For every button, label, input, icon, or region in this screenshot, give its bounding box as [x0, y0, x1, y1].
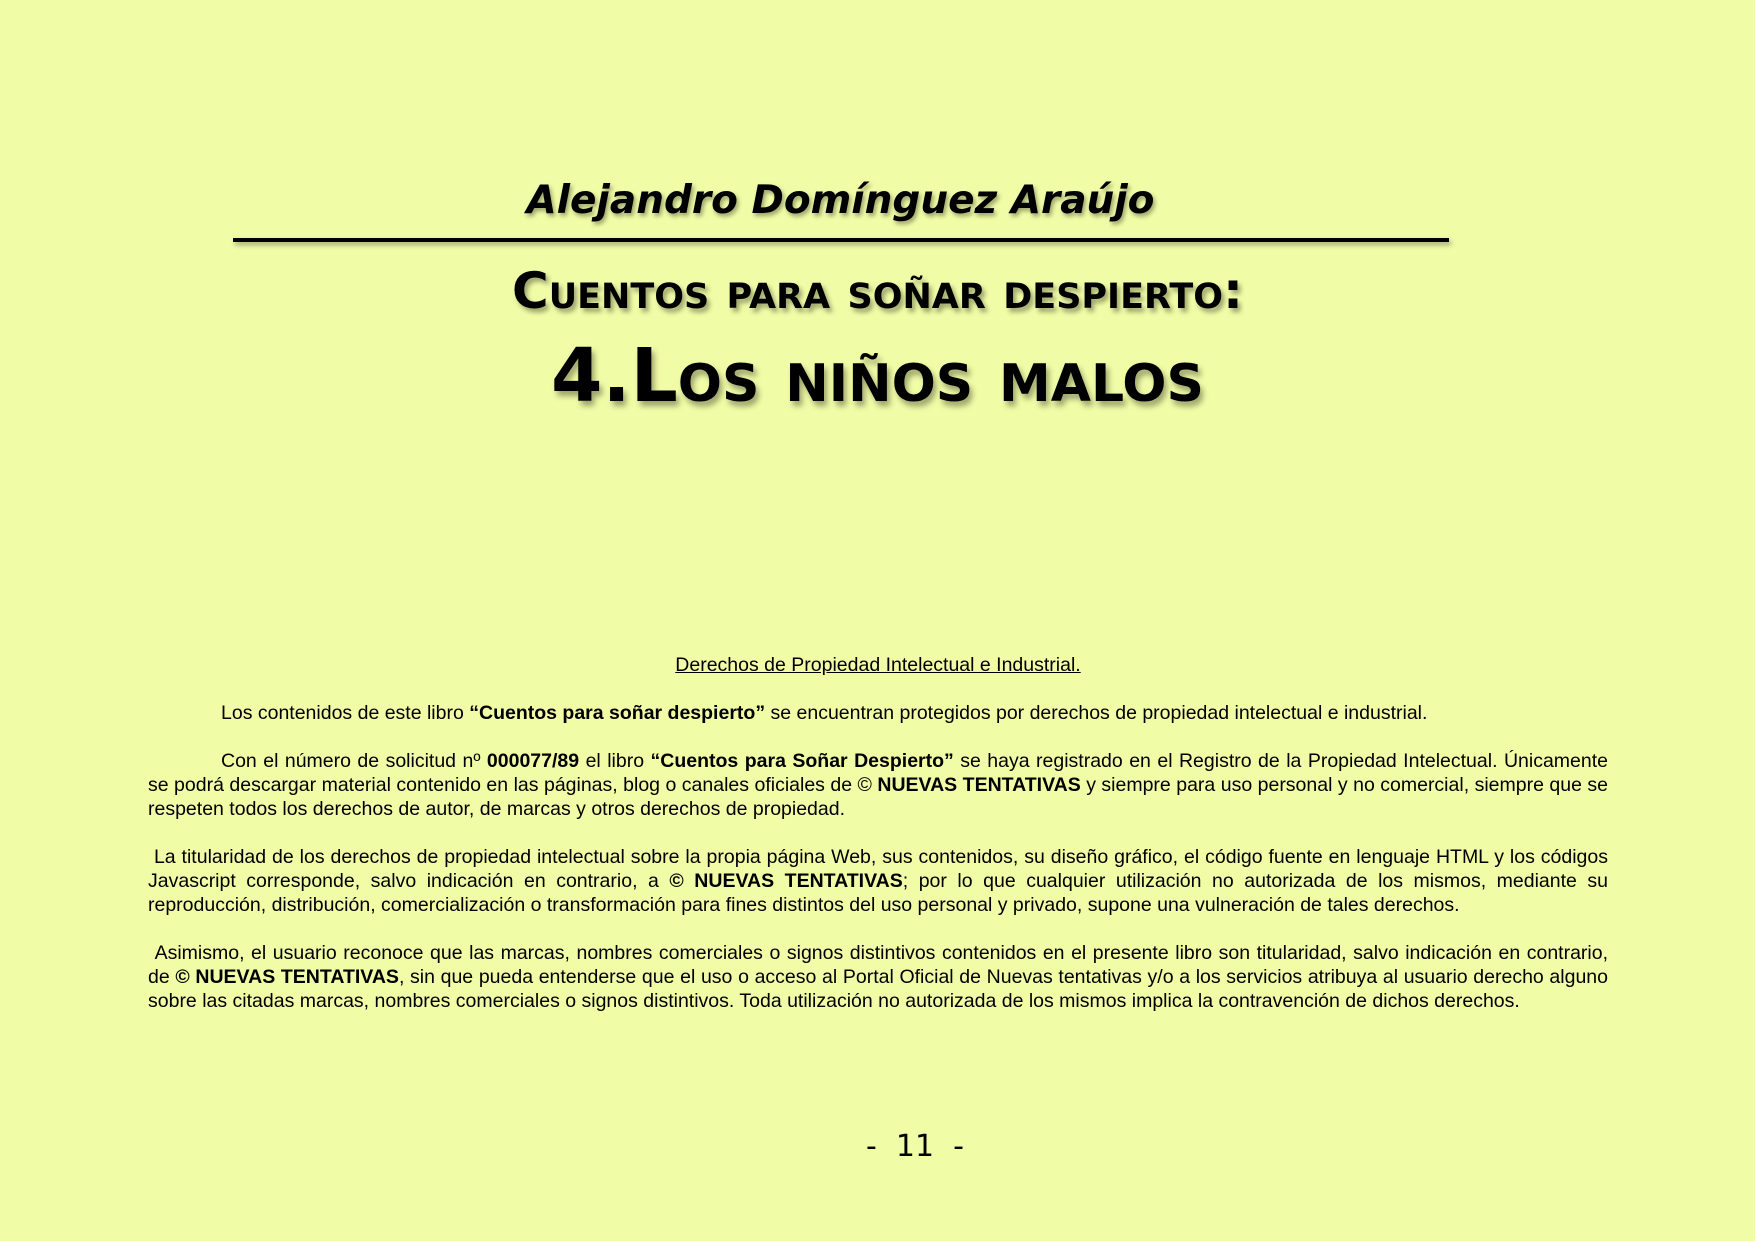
text-run: el libro: [579, 750, 651, 772]
text-run: se haya registrado en el Registro de la Propiedad Intelectual. Únicamente se podrá descargar material contenido en las páginas, blog o canales oficiales de ©: [148, 750, 1609, 796]
book-title-bold: “Cuentos para Soñar Despierto”: [650, 750, 954, 772]
text-run: La titularidad de los derechos de propiedad intelectual sobre la propia página Web, sus contenidos, su diseño gráfico, el código fuente en lenguaje HTML y los códigos Javascript corresponde, salvo indicación en contrario, a: [148, 846, 1608, 892]
legal-paragraph-3: [148, 845, 1608, 917]
header-rule: [233, 238, 1449, 242]
series-title: Cuentos para soñar despierto:: [512, 262, 1243, 320]
text-run: Asimismo, el usuario reconoce que las marcas, nombres comerciales o signos distintivos contenidos en el presente libro son titularidad, salvo indicación en contrario, de: [148, 942, 1609, 988]
author-name: Alejandro Domínguez Araújo: [526, 178, 1155, 223]
story-title: 4.Los niños malos: [551, 333, 1204, 419]
book-title-bold: “Cuentos para soñar despierto”: [469, 702, 766, 724]
registration-number: 000077/89: [486, 750, 580, 772]
page-number: - 11 -: [866, 1129, 964, 1164]
publisher-name: NUEVAS TENTATIVAS: [877, 774, 1081, 796]
publisher-name: © NUEVAS TENTATIVAS: [669, 870, 903, 892]
text-run: ; por lo que cualquier utilización no autorizada de los mismos, mediante su reproducción, distribución, comercialización o transformación para fines distintos del uso personal y privado, supone una vulneración de tales derechos.: [148, 870, 1608, 916]
text-run: Con el número de solicitud nº: [221, 750, 487, 772]
text-run: Los contenidos de este libro: [221, 702, 470, 724]
legal-paragraph-2: [148, 749, 1608, 821]
publisher-name: © NUEVAS TENTATIVAS: [175, 966, 399, 988]
legal-heading: Derechos de Propiedad Intelectual e Industrial.: [675, 654, 1081, 676]
text-run: se encuentran protegidos por derechos de propiedad intelectual e industrial.: [765, 702, 1428, 724]
legal-paragraph-1: [148, 701, 1608, 725]
legal-paragraph-4: [148, 941, 1608, 1013]
text-run: , sin que pueda entenderse que el uso o acceso al Portal Oficial de Nuevas tentativas y/o a los servicios atribuya al usuario derecho alguno sobre las citadas marcas, nombres comerciales o signos distintivos. Toda utilización no autorizada de los mismos implica la contravención de dichos derechos.: [148, 966, 1608, 1012]
text-run: y siempre para uso personal y no comercial, siempre que se respeten todos los derechos de autor, de marcas y otros derechos de propiedad.: [148, 774, 1608, 820]
legal-notice: [148, 653, 1608, 1037]
